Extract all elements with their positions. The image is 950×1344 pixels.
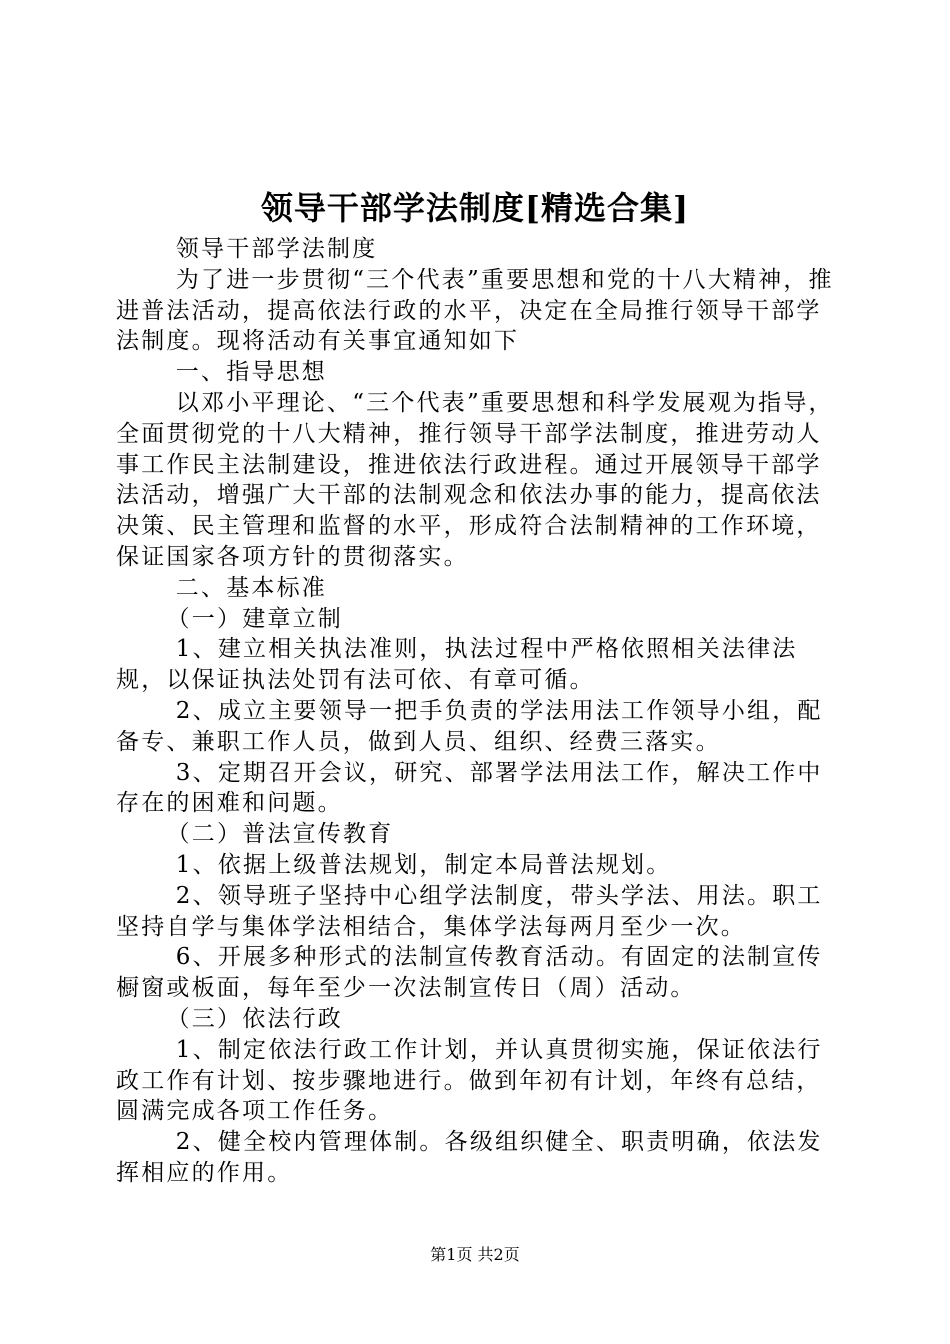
page-footer: 第1页 共2页 — [430, 1245, 520, 1264]
paragraph: 2、领导班子坚持中心组学法制度，带头学法、用法。职工坚持自学与集体学法相结合，集体学法每两月至少一次。 — [116, 882, 823, 940]
section-heading: 二、基本标准 — [175, 574, 327, 601]
section-heading: 一、指导思想 — [175, 359, 327, 386]
paragraph: 1、依据上级普法规划，制定本局普法规划。 — [175, 851, 672, 878]
paragraph: 1、建立相关执法准则，执法过程中严格依照相关法律法规，以保证执法处罚有法可依、有章可循。 — [116, 636, 798, 694]
paragraph: 6、开展多种形式的法制宣传教育活动。有固定的法制宣传橱窗或板面，每年至少一次法制宣传日（周）活动。 — [116, 944, 823, 1002]
document-title: 领导干部学法制度[精选合集] — [260, 189, 690, 227]
subsection-heading: （三）依法行政 — [166, 1005, 343, 1032]
paragraph: 2、成立主要领导一把手负责的学法用法工作领导小组，配备专、兼职工作人员，做到人员、组织、经费三落实。 — [116, 697, 823, 755]
document-body — [116, 234, 836, 1189]
subsection-heading: （一）建章立制 — [166, 605, 343, 632]
paragraph: 以邓小平理论、“三个代表”重要思想和科学发展观为指导，全面贯彻党的十八大精神，推行领导干部学法制度，推进劳动人事工作民主法制建设，推进依法行政进程。通过开展领导干部学法活动，增强广大干部的法制观念和依法办事的能力，提高依法决策、民主管理和监督的水平，形成符合法制精神的工作环境，保证国家各项方针的贯彻落实。 — [116, 389, 834, 570]
paragraph: 为了进一步贯彻“三个代表”重要思想和党的十八大精神，推进普法活动，提高依法行政的水平，决定在全局推行领导干部学法制度。现将活动有关事宜通知如下 — [116, 266, 834, 355]
paragraph: 2、健全校内管理体制。各级组织健全、职责明确，依法发挥相应的作用。 — [116, 1129, 823, 1186]
paragraph: 1、制定依法行政工作计划，并认真贯彻实施，保证依法行政工作有计划、按步骤地进行。做到年初有计划，年终有总结，圆满完成各项工作任务。 — [116, 1036, 823, 1125]
subsection-heading: （二）普法宣传教育 — [166, 821, 394, 848]
paragraph: 3、定期召开会议，研究、部署学法用法工作，解决工作中存在的困难和问题。 — [116, 759, 823, 817]
paragraph-heading: 领导干部学法制度 — [175, 236, 378, 262]
